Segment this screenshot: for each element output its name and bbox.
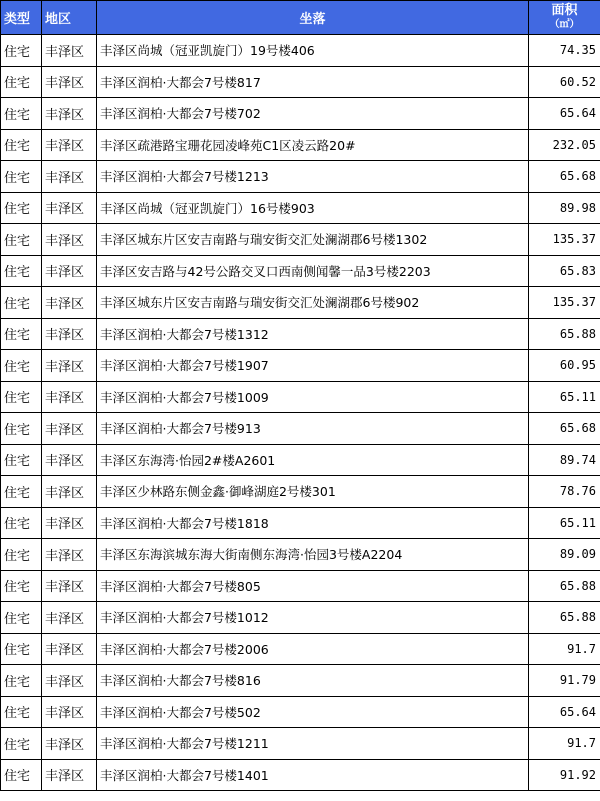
header-size (529, 1, 600, 35)
cell-size: 91.79 (529, 665, 600, 697)
cell-address: 丰泽区城东片区安吉南路与瑞安街交汇处澜湖郡6号楼1302 (97, 224, 529, 256)
cell-size: 65.64 (529, 98, 600, 130)
cell-address: 丰泽区城东片区安吉南路与瑞安街交汇处澜湖郡6号楼902 (97, 287, 529, 319)
cell-size: 91.7 (529, 633, 600, 665)
cell-type: 住宅 (1, 35, 42, 67)
header-address: 坐落 (97, 1, 529, 35)
table-row (1, 35, 600, 67)
cell-size: 135.37 (529, 224, 600, 256)
cell-size: 65.11 (529, 381, 600, 413)
table-row (1, 728, 600, 760)
cell-type: 住宅 (1, 444, 42, 476)
cell-district: 丰泽区 (42, 507, 97, 539)
cell-type: 住宅 (1, 287, 42, 319)
cell-type: 住宅 (1, 476, 42, 508)
cell-type: 住宅 (1, 381, 42, 413)
cell-type: 住宅 (1, 66, 42, 98)
cell-address: 丰泽区润柏·大都会7号楼816 (97, 665, 529, 697)
cell-address: 丰泽区润柏·大都会7号楼1009 (97, 381, 529, 413)
cell-address: 丰泽区东海湾·怡园2#楼A2601 (97, 444, 529, 476)
cell-district: 丰泽区 (42, 381, 97, 413)
cell-size: 78.76 (529, 476, 600, 508)
cell-district: 丰泽区 (42, 287, 97, 319)
cell-address: 丰泽区润柏·大都会7号楼1211 (97, 728, 529, 760)
header-row (1, 1, 600, 35)
cell-type: 住宅 (1, 602, 42, 634)
cell-size: 65.68 (529, 413, 600, 445)
cell-address: 丰泽区润柏·大都会7号楼1213 (97, 161, 529, 193)
table-row (1, 255, 600, 287)
cell-district: 丰泽区 (42, 350, 97, 382)
cell-type: 住宅 (1, 129, 42, 161)
cell-type: 住宅 (1, 98, 42, 130)
header-size-label: 面积 (551, 2, 578, 18)
table-row (1, 413, 600, 445)
cell-type: 住宅 (1, 413, 42, 445)
cell-type: 住宅 (1, 255, 42, 287)
cell-type: 住宅 (1, 350, 42, 382)
cell-district: 丰泽区 (42, 539, 97, 571)
cell-address: 丰泽区安吉路与42号公路交叉口西南侧闻馨一品3号楼2203 (97, 255, 529, 287)
cell-district: 丰泽区 (42, 255, 97, 287)
cell-district: 丰泽区 (42, 696, 97, 728)
table-row (1, 696, 600, 728)
table-row (1, 633, 600, 665)
cell-address: 丰泽区东海滨城东海大街南侧东海湾·怡园3号楼A2204 (97, 539, 529, 571)
cell-district: 丰泽区 (42, 318, 97, 350)
cell-size: 60.52 (529, 66, 600, 98)
cell-type: 住宅 (1, 728, 42, 760)
cell-address: 丰泽区润柏·大都会7号楼1907 (97, 350, 529, 382)
table-header (1, 1, 600, 35)
cell-district: 丰泽区 (42, 224, 97, 256)
cell-type: 住宅 (1, 224, 42, 256)
cell-district: 丰泽区 (42, 665, 97, 697)
cell-address: 丰泽区润柏·大都会7号楼817 (97, 66, 529, 98)
table-row (1, 539, 600, 571)
cell-address: 丰泽区润柏·大都会7号楼805 (97, 570, 529, 602)
table-row (1, 602, 600, 634)
table-row (1, 129, 600, 161)
cell-type: 住宅 (1, 665, 42, 697)
cell-district: 丰泽区 (42, 413, 97, 445)
header-district: 地区 (42, 1, 97, 35)
table-row (1, 287, 600, 319)
cell-district: 丰泽区 (42, 728, 97, 760)
cell-type: 住宅 (1, 759, 42, 791)
cell-size: 89.09 (529, 539, 600, 571)
cell-address: 丰泽区润柏·大都会7号楼1818 (97, 507, 529, 539)
cell-size: 65.83 (529, 255, 600, 287)
cell-district: 丰泽区 (42, 192, 97, 224)
cell-address: 丰泽区尚城（冠亚凯旋门）16号楼903 (97, 192, 529, 224)
cell-address: 丰泽区少林路东侧金鑫·御峰湖庭2号楼301 (97, 476, 529, 508)
table-row (1, 759, 600, 791)
cell-size: 65.88 (529, 602, 600, 634)
cell-address: 丰泽区疏港路宝珊花园凌峰苑C1区凌云路20# (97, 129, 529, 161)
cell-size: 89.98 (529, 192, 600, 224)
cell-size: 232.05 (529, 129, 600, 161)
cell-district: 丰泽区 (42, 98, 97, 130)
cell-address: 丰泽区润柏·大都会7号楼702 (97, 98, 529, 130)
cell-address: 丰泽区润柏·大都会7号楼1012 (97, 602, 529, 634)
cell-size: 65.68 (529, 161, 600, 193)
cell-size: 65.88 (529, 570, 600, 602)
table-row (1, 318, 600, 350)
table-row (1, 507, 600, 539)
cell-type: 住宅 (1, 539, 42, 571)
cell-size: 89.74 (529, 444, 600, 476)
table-row (1, 570, 600, 602)
cell-type: 住宅 (1, 633, 42, 665)
cell-district: 丰泽区 (42, 444, 97, 476)
table-row (1, 66, 600, 98)
cell-address: 丰泽区润柏·大都会7号楼2006 (97, 633, 529, 665)
cell-address: 丰泽区润柏·大都会7号楼1312 (97, 318, 529, 350)
cell-district: 丰泽区 (42, 633, 97, 665)
cell-size: 60.95 (529, 350, 600, 382)
header-size-unit: （㎡） (549, 18, 580, 30)
cell-address: 丰泽区润柏·大都会7号楼913 (97, 413, 529, 445)
table-row (1, 444, 600, 476)
cell-size: 91.92 (529, 759, 600, 791)
table-row (1, 224, 600, 256)
header-type: 类型 (1, 1, 42, 35)
cell-district: 丰泽区 (42, 602, 97, 634)
table-row (1, 381, 600, 413)
table-row (1, 665, 600, 697)
cell-district: 丰泽区 (42, 759, 97, 791)
cell-size: 74.35 (529, 35, 600, 67)
cell-size: 135.37 (529, 287, 600, 319)
table-row (1, 192, 600, 224)
cell-address: 丰泽区润柏·大都会7号楼1401 (97, 759, 529, 791)
cell-size: 65.64 (529, 696, 600, 728)
cell-size: 65.88 (529, 318, 600, 350)
cell-address: 丰泽区尚城（冠亚凯旋门）19号楼406 (97, 35, 529, 67)
table-row (1, 476, 600, 508)
table-row (1, 161, 600, 193)
table-body (1, 35, 600, 791)
table-row (1, 350, 600, 382)
cell-size: 65.11 (529, 507, 600, 539)
cell-type: 住宅 (1, 696, 42, 728)
cell-district: 丰泽区 (42, 570, 97, 602)
table-row (1, 98, 600, 130)
cell-district: 丰泽区 (42, 66, 97, 98)
cell-type: 住宅 (1, 507, 42, 539)
cell-type: 住宅 (1, 192, 42, 224)
cell-address: 丰泽区润柏·大都会7号楼502 (97, 696, 529, 728)
cell-type: 住宅 (1, 570, 42, 602)
cell-district: 丰泽区 (42, 476, 97, 508)
cell-district: 丰泽区 (42, 35, 97, 67)
cell-size: 91.7 (529, 728, 600, 760)
cell-type: 住宅 (1, 161, 42, 193)
cell-type: 住宅 (1, 318, 42, 350)
cell-district: 丰泽区 (42, 129, 97, 161)
cell-district: 丰泽区 (42, 161, 97, 193)
